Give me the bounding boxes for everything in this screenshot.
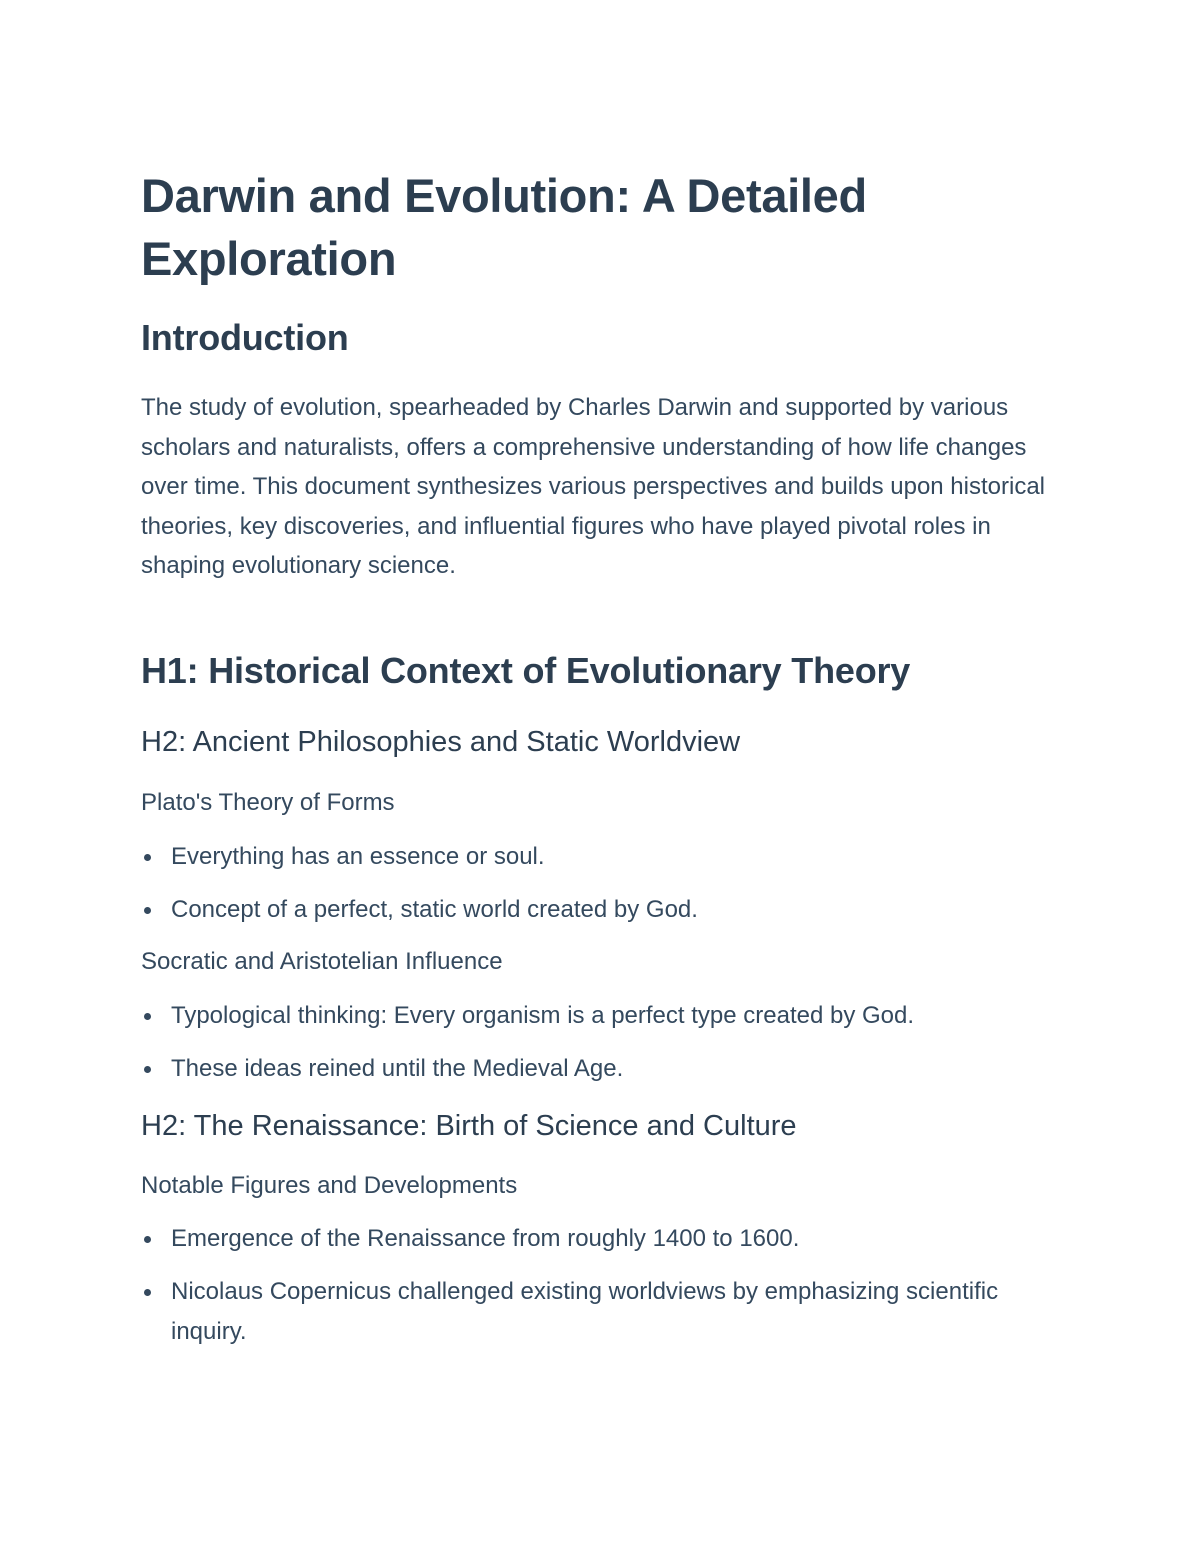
socratic-influence-heading: Socratic and Aristotelian Influence xyxy=(141,948,503,975)
bullet-icon xyxy=(144,854,151,861)
list-item-text: These ideas reined until the Medieval Age. xyxy=(171,1055,624,1082)
list-item xyxy=(141,1272,1041,1351)
list-item xyxy=(141,837,1041,877)
list-item xyxy=(141,890,1041,930)
list-item xyxy=(141,996,1041,1036)
renaissance-heading: H2: The Renaissance: Birth of Science and Culture xyxy=(141,1110,797,1142)
bullet-icon xyxy=(144,1289,151,1296)
bullet-icon xyxy=(144,907,151,914)
bullet-icon xyxy=(144,1066,151,1073)
list-item-text: Typological thinking: Every organism is a perfect type created by God. xyxy=(171,1002,915,1029)
plato-forms-list xyxy=(141,837,1041,930)
socratic-influence-list xyxy=(141,996,1041,1089)
bullet-icon xyxy=(144,1236,151,1243)
document-title: Darwin and Evolution: A Detailed Exploration xyxy=(141,169,867,285)
notable-figures-list xyxy=(141,1219,1041,1351)
plato-forms-heading: Plato's Theory of Forms xyxy=(141,789,395,816)
introduction-paragraph: The study of evolution, spearheaded by Charles Darwin and supported by various scholars and naturalists, offers a comprehensive understanding of how life changes over time. This document synthesizes various perspectives and builds upon historical theories, key discoveries, and influential figures who have played pivotal roles in shaping evolutionary science. xyxy=(141,394,1046,580)
list-item-text: Concept of a perfect, static world created by God. xyxy=(171,896,698,923)
bullet-icon xyxy=(144,1013,151,1020)
introduction-heading: Introduction xyxy=(141,317,349,358)
list-item-text: Nicolaus Copernicus challenged existing worldviews by emphasizing scientific inquiry. xyxy=(171,1278,999,1345)
list-item-text: Everything has an essence or soul. xyxy=(171,843,545,870)
list-item xyxy=(141,1049,1041,1089)
ancient-philosophies-heading: H2: Ancient Philosophies and Static Worldview xyxy=(141,726,741,758)
notable-figures-heading: Notable Figures and Developments xyxy=(141,1172,518,1199)
list-item-text: Emergence of the Renaissance from roughly 1400 to 1600. xyxy=(171,1225,800,1252)
historical-context-heading: H1: Historical Context of Evolutionary Theory xyxy=(141,650,911,691)
list-item xyxy=(141,1219,1041,1259)
